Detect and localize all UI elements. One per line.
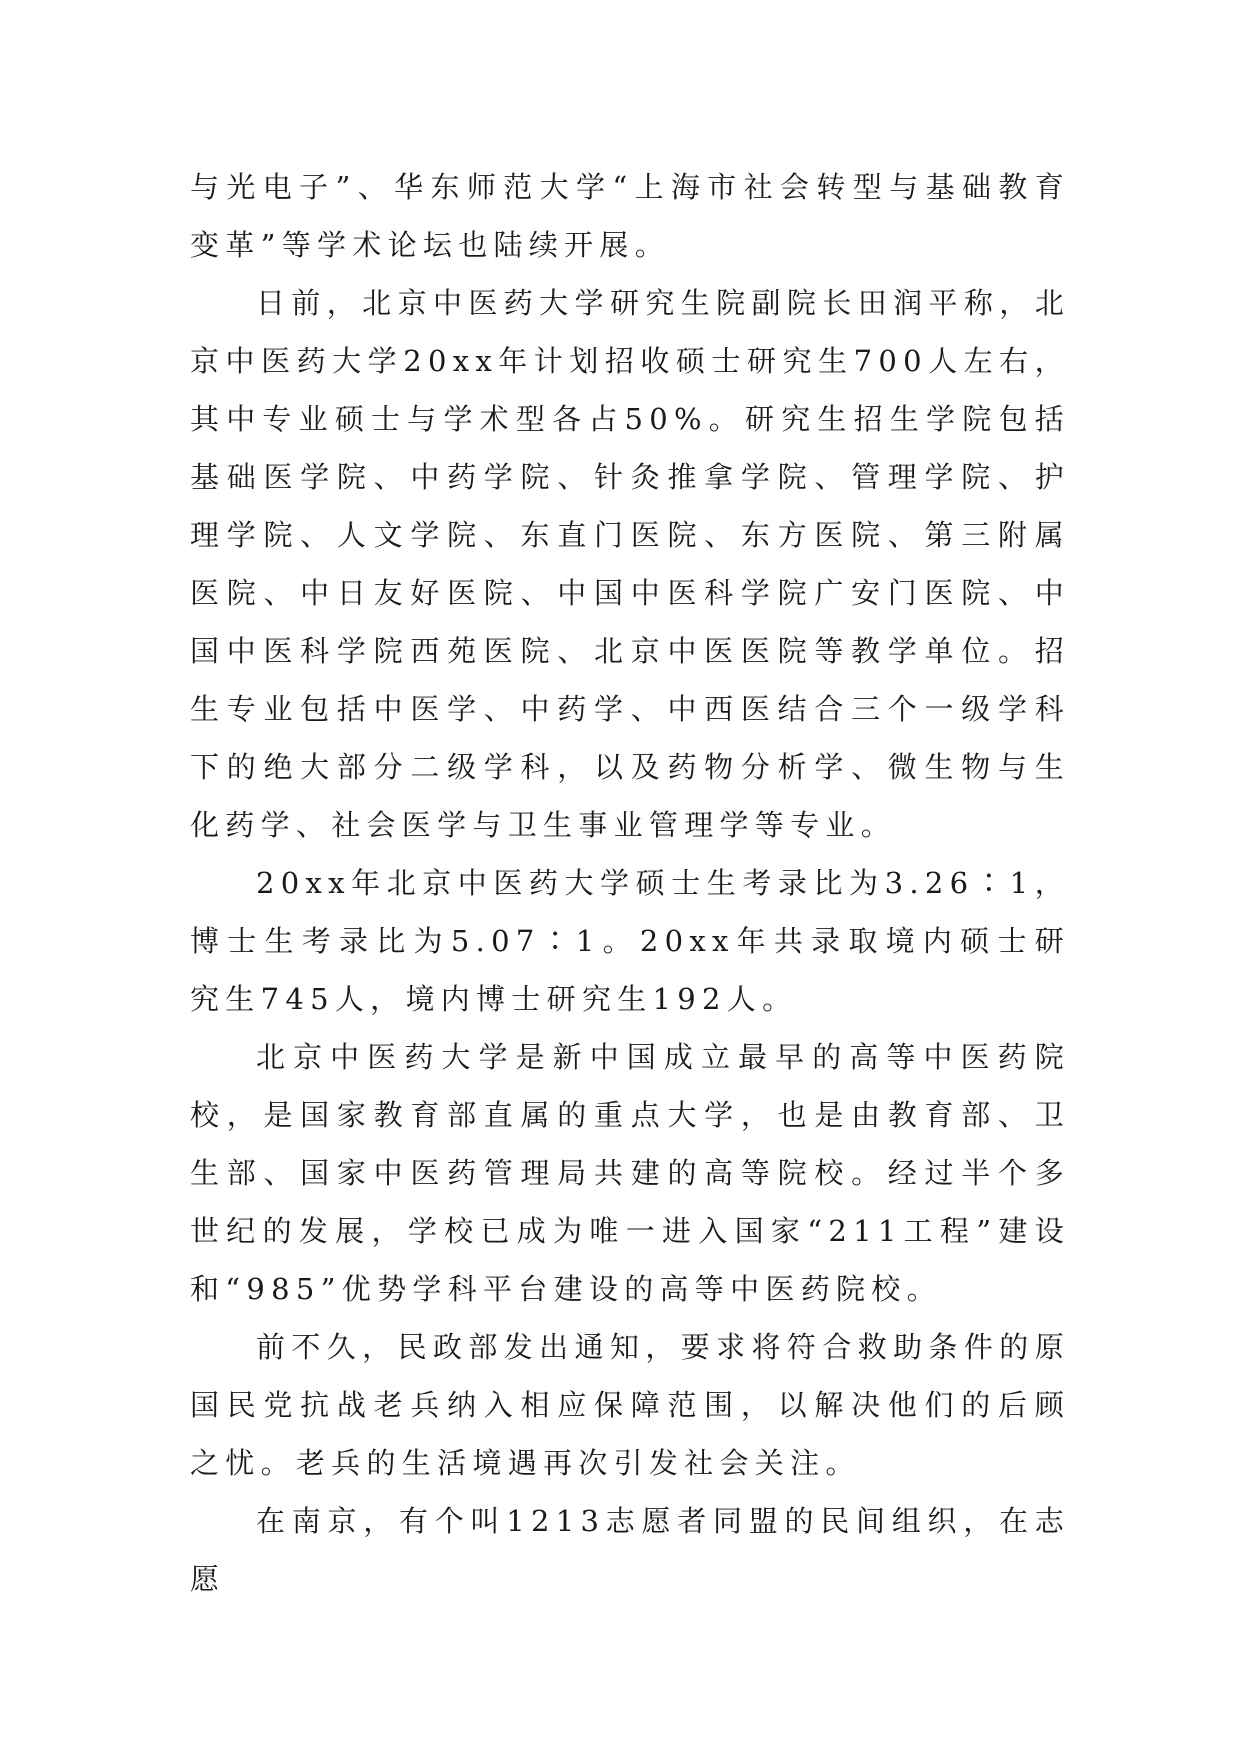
paragraph-continued: 与光电子”、华东师范大学“上海市社会转型与基础教育变革”等学术论坛也陆续开展。 xyxy=(190,170,1070,262)
paragraph-admissions-plan: 日前，北京中医药大学研究生院副院长田润平称，北京中医药大学20xx年计划招收硕士研究生700人左右，其中专业硕士与学术型各占50%。研究生招生学院包括基础医学院、中药学院、针灸推拿学院、管理学院、护理学院、人文学院、东直门医院、东方医院、第三附属医院、中日友好医院、中国中医科学院广安门医院、中国中医科学院西苑医院、北京中医医院等教学单位。招生专业包括中医学、中药学、中西医结合三个一级学科下的绝大部分二级学科，以及药物分析学、微生物与生化药学、社会医学与卫生事业管理学等专业。 xyxy=(190,286,1070,842)
paragraph-nanjing-volunteers: 在南京，有个叫1213志愿者同盟的民间组织，在志愿 xyxy=(190,1504,1070,1596)
paragraph-university-intro: 北京中医药大学是新中国成立最早的高等中医药院校，是国家教育部直属的重点大学，也是由教育部、卫生部、国家中医药管理局共建的高等院校。经过半个多世纪的发展，学校已成为唯一进入国家“211工程”建设和“985”优势学科平台建设的高等中医药院校。 xyxy=(190,1040,1070,1306)
paragraph-veterans-notice: 前不久，民政部发出通知，要求将符合救助条件的原国民党抗战老兵纳入相应保障范围，以解决他们的后顾之忧。老兵的生活境遇再次引发社会关注。 xyxy=(190,1330,1070,1480)
document-body xyxy=(190,158,1070,1608)
paragraph-admission-ratio: 20xx年北京中医药大学硕士生考录比为3.26∶1，博士生考录比为5.07∶1。20xx年共录取境内硕士研究生745人，境内博士研究生192人。 xyxy=(190,866,1070,1016)
